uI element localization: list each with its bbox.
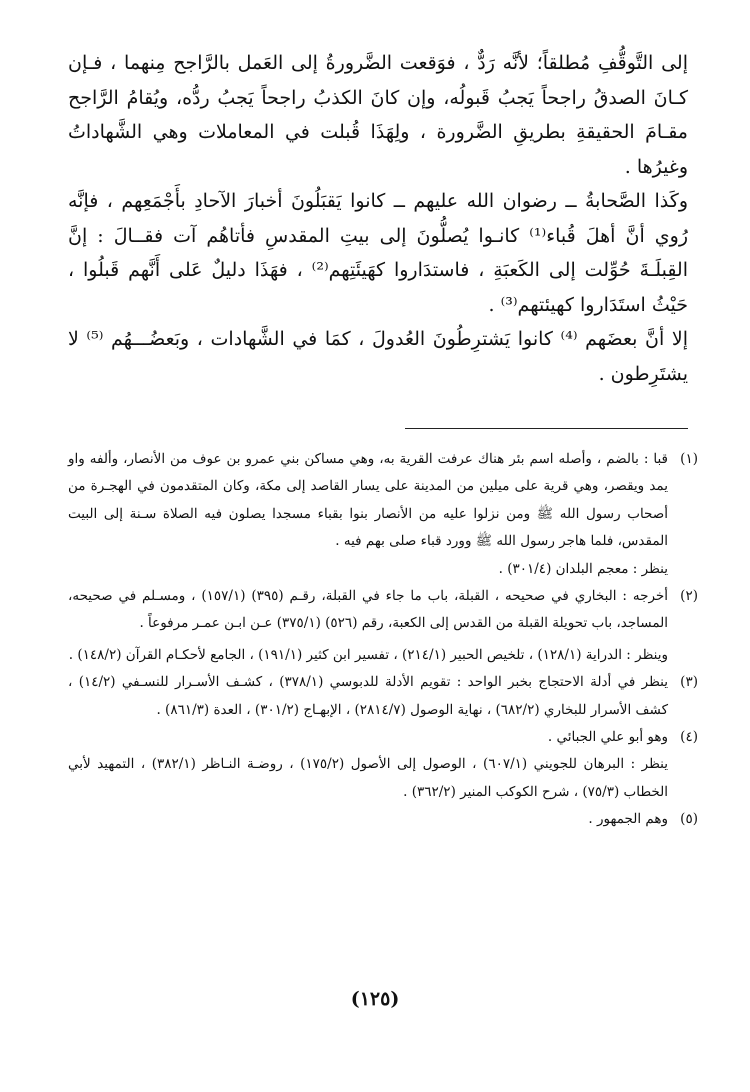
footnote-reference: ينظر : البرهان للجويني (٦٠٧/١) ، الوصول إلى الأصول (١٧٥/٢) ، روضـة النـاظر (٣٨٢/١) ، التمهيد لأبي الخطاب (٧٥/٣) ، شرح الكوكب المنير (٣٦٢/٢) .: [68, 756, 668, 800]
footnote-reference: وينظر : الدراية (١٢٨/١) ، تلخيص الحبير (٢١٤/١) ، تفسير ابن كثير (١٩١/١) ، الجامع لأحكـام القرآن (١٤٨/٢) .: [68, 646, 668, 663]
footnote-reference: ينظر : معجم البلدان (٣٠١/٤) .: [498, 560, 668, 577]
footnote-number: (٢): [680, 588, 698, 605]
footnote-2: [68, 583, 698, 669]
footnote-text: قبا : بالضم ، وأصله اسم بئر هناك عرفت القرية به، وهي مساكن بني عمرو بن عوف من الأنصار، وألفه واو يمد ويقصر، وهي قرية على ميلين من المدينة على يسار القاصد إلى مكة، وكان المتقدمون في الهجـرة من أصحاب رسول الله ﷺ ومن نزلوا عليه من الأنصار بنوا بقباء مسجدا يصلون فيه الصلاة سـنة إلى البيت المقدس، فلما هاجر رسول الله ﷺ وورد قباء صلى بهم فيه .: [68, 451, 668, 550]
main-paragraph-3: إلا أنَّ بعضَهم ⁽⁴⁾ كانوا يَشترِطُونَ العُدولَ ، كمَا في الشَّهادات ، وبَعضُـــهُم ⁽⁵⁾ لا يشتَرِطون .: [68, 328, 688, 385]
footnote-number: (٥): [680, 811, 698, 828]
footnote-text: أخرجه : البخاري في صحيحه ، القبلة، باب ما جاء في القبلة، رقـم (٣٩٥) (١٥٧/١) ، ومسـلم في صحيحه، المساجد، باب تحويلة القبلة من القدس إلى الكعبة، رقم (٥٢٦) (٣٧٥/١) عـن ابـن عمـر مرفوعاً .: [68, 588, 668, 632]
footnote-3: [68, 669, 698, 724]
footnote-text: وهم الجمهور .: [588, 811, 668, 828]
footnote-number: (٣): [680, 674, 698, 691]
footnote-5: [68, 806, 698, 833]
footnotes: [68, 446, 698, 834]
footnote-text: وهو أبو علي الجبائي .: [547, 729, 668, 746]
footnote-number: (٤): [680, 729, 698, 746]
footnote-text: ينظر في أدلة الاحتجاج بخبر الواحد : تقويم الأدلة للدبوسي (٣٧٨/١) ، كشـف الأسـرار للنسـفي (١٤/٢) ، كشف الأسرار للبخاري (٦٨٢/٢) ، نهاية الوصول (٢٨١٤/٧) ، الإبهـاج (٣٠١/٢) ، العدة (٨٦١/٣) .: [68, 674, 669, 718]
main-text: [68, 46, 688, 391]
footnote-4: [68, 724, 698, 806]
footnote-number: (١): [680, 451, 698, 467]
footnote-separator: [405, 428, 688, 429]
main-paragraph-2: وكَذا الصَّحابةُ ــ رضوان الله عليهم ــ كانوا يَقبَلُونَ أخبارَ الآحادِ بأَجْمَعِهم ، فإنَّه رُوي أنَّ أهلَ قُباء⁽¹⁾ كانـوا يُصلُّونَ إلى بيتِ المقدسِ فأتاهُم آت فقــالَ : إنَّ القِبلَـةَ حُوِّلت إلى الكَعبَةِ ، فاستدَاروا كهَيئَتِهم⁽²⁾ ، فهَذَا دليلٌ عَلى أَنَّهم قَبلُوا ، حَيْثُ استَدَاروا كهيئتهم⁽³⁾ .: [68, 190, 688, 316]
main-paragraph-1: إلى التَّوقُّفِ مُطلقاً؛ لأنَّه رَدٌّ ، فوَقعت الضَّرورةُ إلى العَمل بالرَّاجح مِنهما ، فـإن كـانَ الصدقُ راجحاً يَجبُ قَبولُه، وإن كانَ الكذبُ راجحاً يَجبُ ردُّه، ويُقامُ الرَّاجح مقـامَ الحقيقةِ بطريقِ الضَّرورة ، ولِهَذَا قُبلت في المعاملات وهي الشَّهاداتُ وغيرُها .: [68, 52, 688, 178]
page-number: (١٢٥): [350, 988, 400, 1010]
footnote-1: [68, 446, 698, 583]
